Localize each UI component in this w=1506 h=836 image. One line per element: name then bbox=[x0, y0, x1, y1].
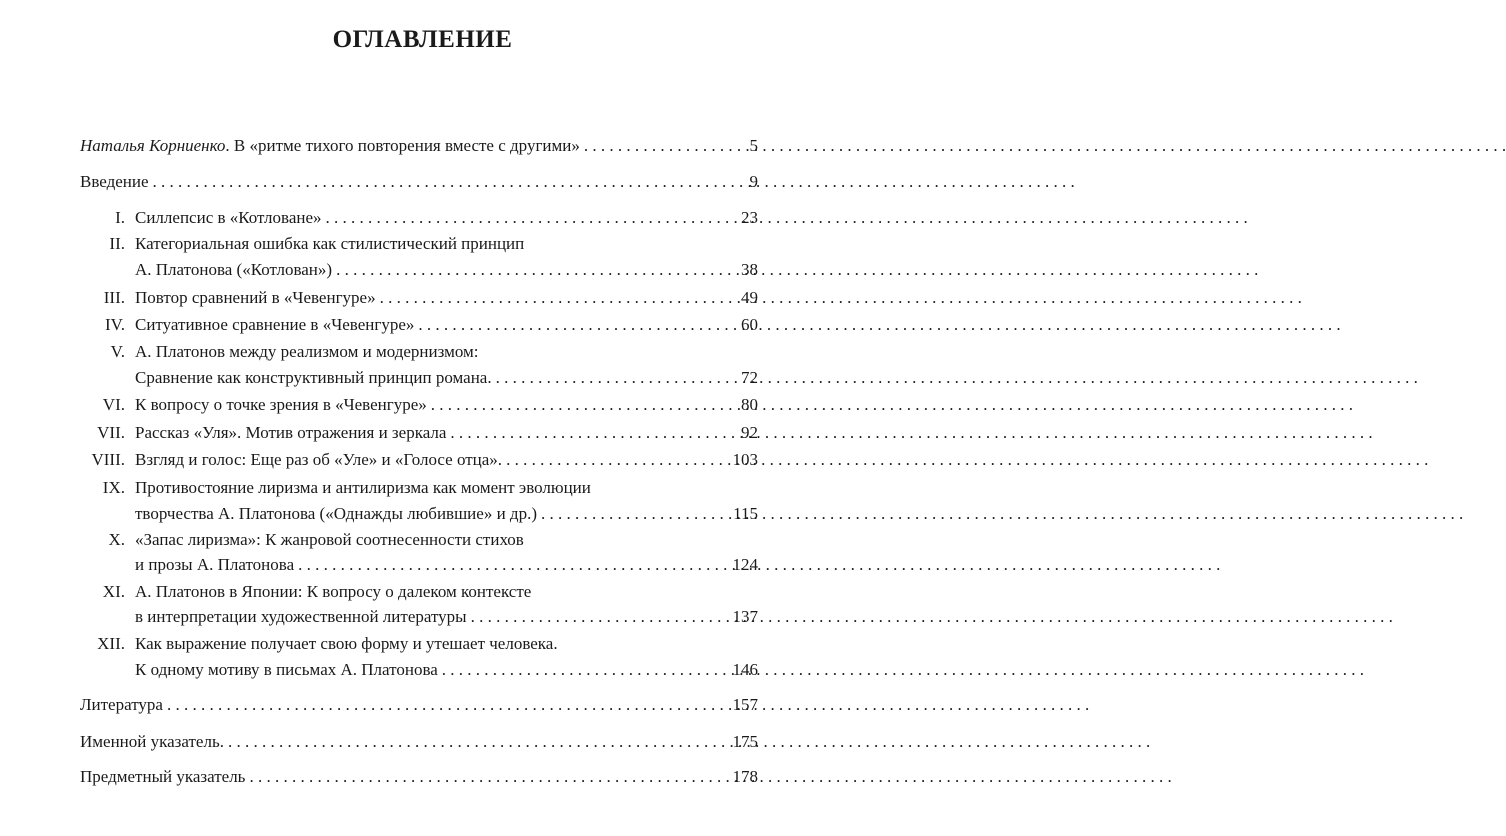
toc-entry-chapter-8[interactable] bbox=[91, 449, 758, 471]
page-title: ОГЛАВЛЕНИЕ bbox=[332, 26, 513, 53]
toc-chapter-number: VIII. bbox=[91, 450, 125, 469]
toc-entry-text: Литература bbox=[80, 695, 163, 714]
toc-chapter-number: II. bbox=[109, 234, 125, 253]
toc-entry-chapter-1[interactable] bbox=[115, 207, 758, 229]
toc-entry-chapter-6[interactable] bbox=[102, 394, 758, 416]
toc-entry-text: Силлепсис в «Котловане» bbox=[135, 208, 322, 227]
toc-leader-dots bbox=[298, 554, 726, 576]
toc-leader-dots bbox=[496, 367, 735, 389]
toc-page-number: 38 bbox=[741, 260, 758, 279]
toc-page-number: 137 bbox=[732, 607, 758, 626]
toc-chapter-number: VII. bbox=[97, 423, 125, 442]
toc-entry-text: Введение bbox=[80, 172, 149, 191]
toc-entry-text: Взгляд и голос: Еще раз об «Уле» и «Голосе отца». bbox=[135, 450, 503, 469]
toc-entry-chapter-10[interactable] bbox=[108, 529, 758, 551]
toc-entry-text: А. Платонов между реализмом и модернизмом: bbox=[135, 342, 479, 361]
toc-entry-chapter-9[interactable] bbox=[102, 477, 758, 499]
toc-entry-text: Повтор сравнений в «Чевенгуре» bbox=[135, 288, 376, 307]
toc-entry-chapter-3[interactable] bbox=[103, 287, 758, 309]
toc-leader-dots bbox=[418, 314, 735, 336]
toc-leader-dots bbox=[336, 259, 735, 281]
toc-author: Наталья Корниенко bbox=[80, 136, 226, 155]
toc-leader-dots bbox=[584, 135, 744, 157]
toc-entry-chapter-4[interactable] bbox=[105, 314, 758, 336]
toc-entry-text: Категориальная ошибка как стилистический принцип bbox=[135, 234, 525, 253]
toc-leader-dots bbox=[541, 503, 727, 525]
toc-chapter-number: I. bbox=[115, 208, 125, 227]
toc-page-number: 115 bbox=[733, 504, 758, 523]
toc-entry-bibliography[interactable] bbox=[80, 694, 758, 716]
toc-entry-text: и прозы А. Платонова bbox=[135, 555, 295, 574]
toc-page-number: 124 bbox=[732, 555, 758, 574]
toc-entry-chapter-7[interactable] bbox=[97, 422, 758, 444]
toc-page-number: 72 bbox=[741, 368, 758, 387]
toc-intro-title: . В «ритме тихого повторения вместе с другими» bbox=[225, 136, 580, 155]
toc-chapter-number: XI. bbox=[102, 582, 125, 601]
toc-leader-dots bbox=[471, 606, 727, 628]
toc-page-number: 80 bbox=[741, 395, 758, 414]
toc-entry-chapter-2-cont[interactable] bbox=[135, 259, 758, 281]
toc-leader-dots bbox=[450, 422, 735, 444]
toc-chapter-number: X. bbox=[108, 530, 125, 549]
toc-entry-chapter-12[interactable] bbox=[97, 633, 758, 655]
toc-entry-text: Предметный указатель bbox=[80, 767, 246, 786]
toc-entry-introduction[interactable] bbox=[80, 171, 758, 193]
toc-entry-chapter-5[interactable] bbox=[110, 341, 758, 363]
toc-entry-text: К вопросу о точке зрения в «Чевенгуре» bbox=[135, 395, 427, 414]
toc-page-number: 157 bbox=[732, 695, 758, 714]
toc-chapter-number: XII. bbox=[97, 634, 125, 653]
toc-page-number: 175 bbox=[732, 732, 758, 751]
toc-leader-dots bbox=[431, 394, 735, 416]
toc-entry-text: Рассказ «Уля». Мотив отражения и зеркала bbox=[135, 423, 447, 442]
toc-chapter-number: III. bbox=[103, 288, 125, 307]
toc-entry-intro[interactable] bbox=[80, 135, 758, 157]
toc-entry-name-index[interactable] bbox=[80, 731, 758, 753]
toc-entry-text: в интерпретации художественной литературы bbox=[135, 607, 467, 626]
toc-entry-chapter-12-cont[interactable] bbox=[135, 659, 758, 681]
toc-leader-dots bbox=[249, 766, 726, 788]
toc-leader-dots bbox=[380, 287, 735, 309]
toc-page-number: 49 bbox=[741, 288, 758, 307]
toc-entry-chapter-5-cont[interactable] bbox=[135, 367, 758, 389]
toc-page-number: 5 bbox=[749, 136, 758, 155]
toc-entry-text: Ситуативное сравнение в «Чевенгуре» bbox=[135, 315, 415, 334]
toc-chapter-number: IX. bbox=[102, 478, 125, 497]
toc-entry-text: творчества А. Платонова («Однажды любившие» и др.) bbox=[135, 504, 537, 523]
toc-entry-text: Как выражение получает свою форму и утешает человека. bbox=[135, 634, 558, 653]
toc-entry-subject-index[interactable] bbox=[80, 766, 758, 788]
toc-leader-dots bbox=[442, 659, 727, 681]
toc-entry-text: Именной указатель. bbox=[80, 732, 224, 751]
toc-entry-chapter-2[interactable] bbox=[109, 233, 758, 255]
toc-chapter-number: V. bbox=[110, 342, 125, 361]
toc-page-number: 103 bbox=[732, 450, 758, 469]
toc-chapter-number: IV. bbox=[105, 315, 125, 334]
toc-page-number: 60 bbox=[741, 315, 758, 334]
toc-entry-text: Противостояние лиризма и антилиризма как момент эволюции bbox=[135, 478, 591, 497]
toc-entry-text: «Запас лиризма»: К жанровой соотнесенности стихов bbox=[135, 530, 524, 549]
toc-entry-chapter-9-cont[interactable] bbox=[135, 503, 758, 525]
toc-entry-chapter-11[interactable] bbox=[102, 581, 758, 603]
toc-entry-text: К одному мотиву в письмах А. Платонова bbox=[135, 660, 438, 679]
toc-page-number: 178 bbox=[732, 767, 758, 786]
toc-leader-dots bbox=[153, 171, 744, 193]
toc-leader-dots bbox=[167, 694, 727, 716]
toc-page-number: 23 bbox=[741, 208, 758, 227]
toc-entry-chapter-11-cont[interactable] bbox=[135, 606, 758, 628]
toc-entry-chapter-10-cont[interactable] bbox=[135, 554, 758, 576]
toc-page-number: 92 bbox=[741, 423, 758, 442]
toc-entry-text: Сравнение как конструктивный принцип романа. bbox=[135, 368, 492, 387]
toc-entry-text: А. Платонов в Японии: К вопросу о далеком контексте bbox=[135, 582, 532, 601]
toc-leader-dots bbox=[506, 449, 726, 471]
toc-page-number: 146 bbox=[732, 660, 758, 679]
toc-page-number: 9 bbox=[749, 172, 758, 191]
toc-chapter-number: VI. bbox=[102, 395, 125, 414]
toc-leader-dots bbox=[228, 731, 727, 753]
toc-entry-text: А. Платонова («Котлован») bbox=[135, 260, 333, 279]
toc-leader-dots bbox=[326, 207, 735, 229]
toc-entry-text bbox=[80, 135, 580, 157]
